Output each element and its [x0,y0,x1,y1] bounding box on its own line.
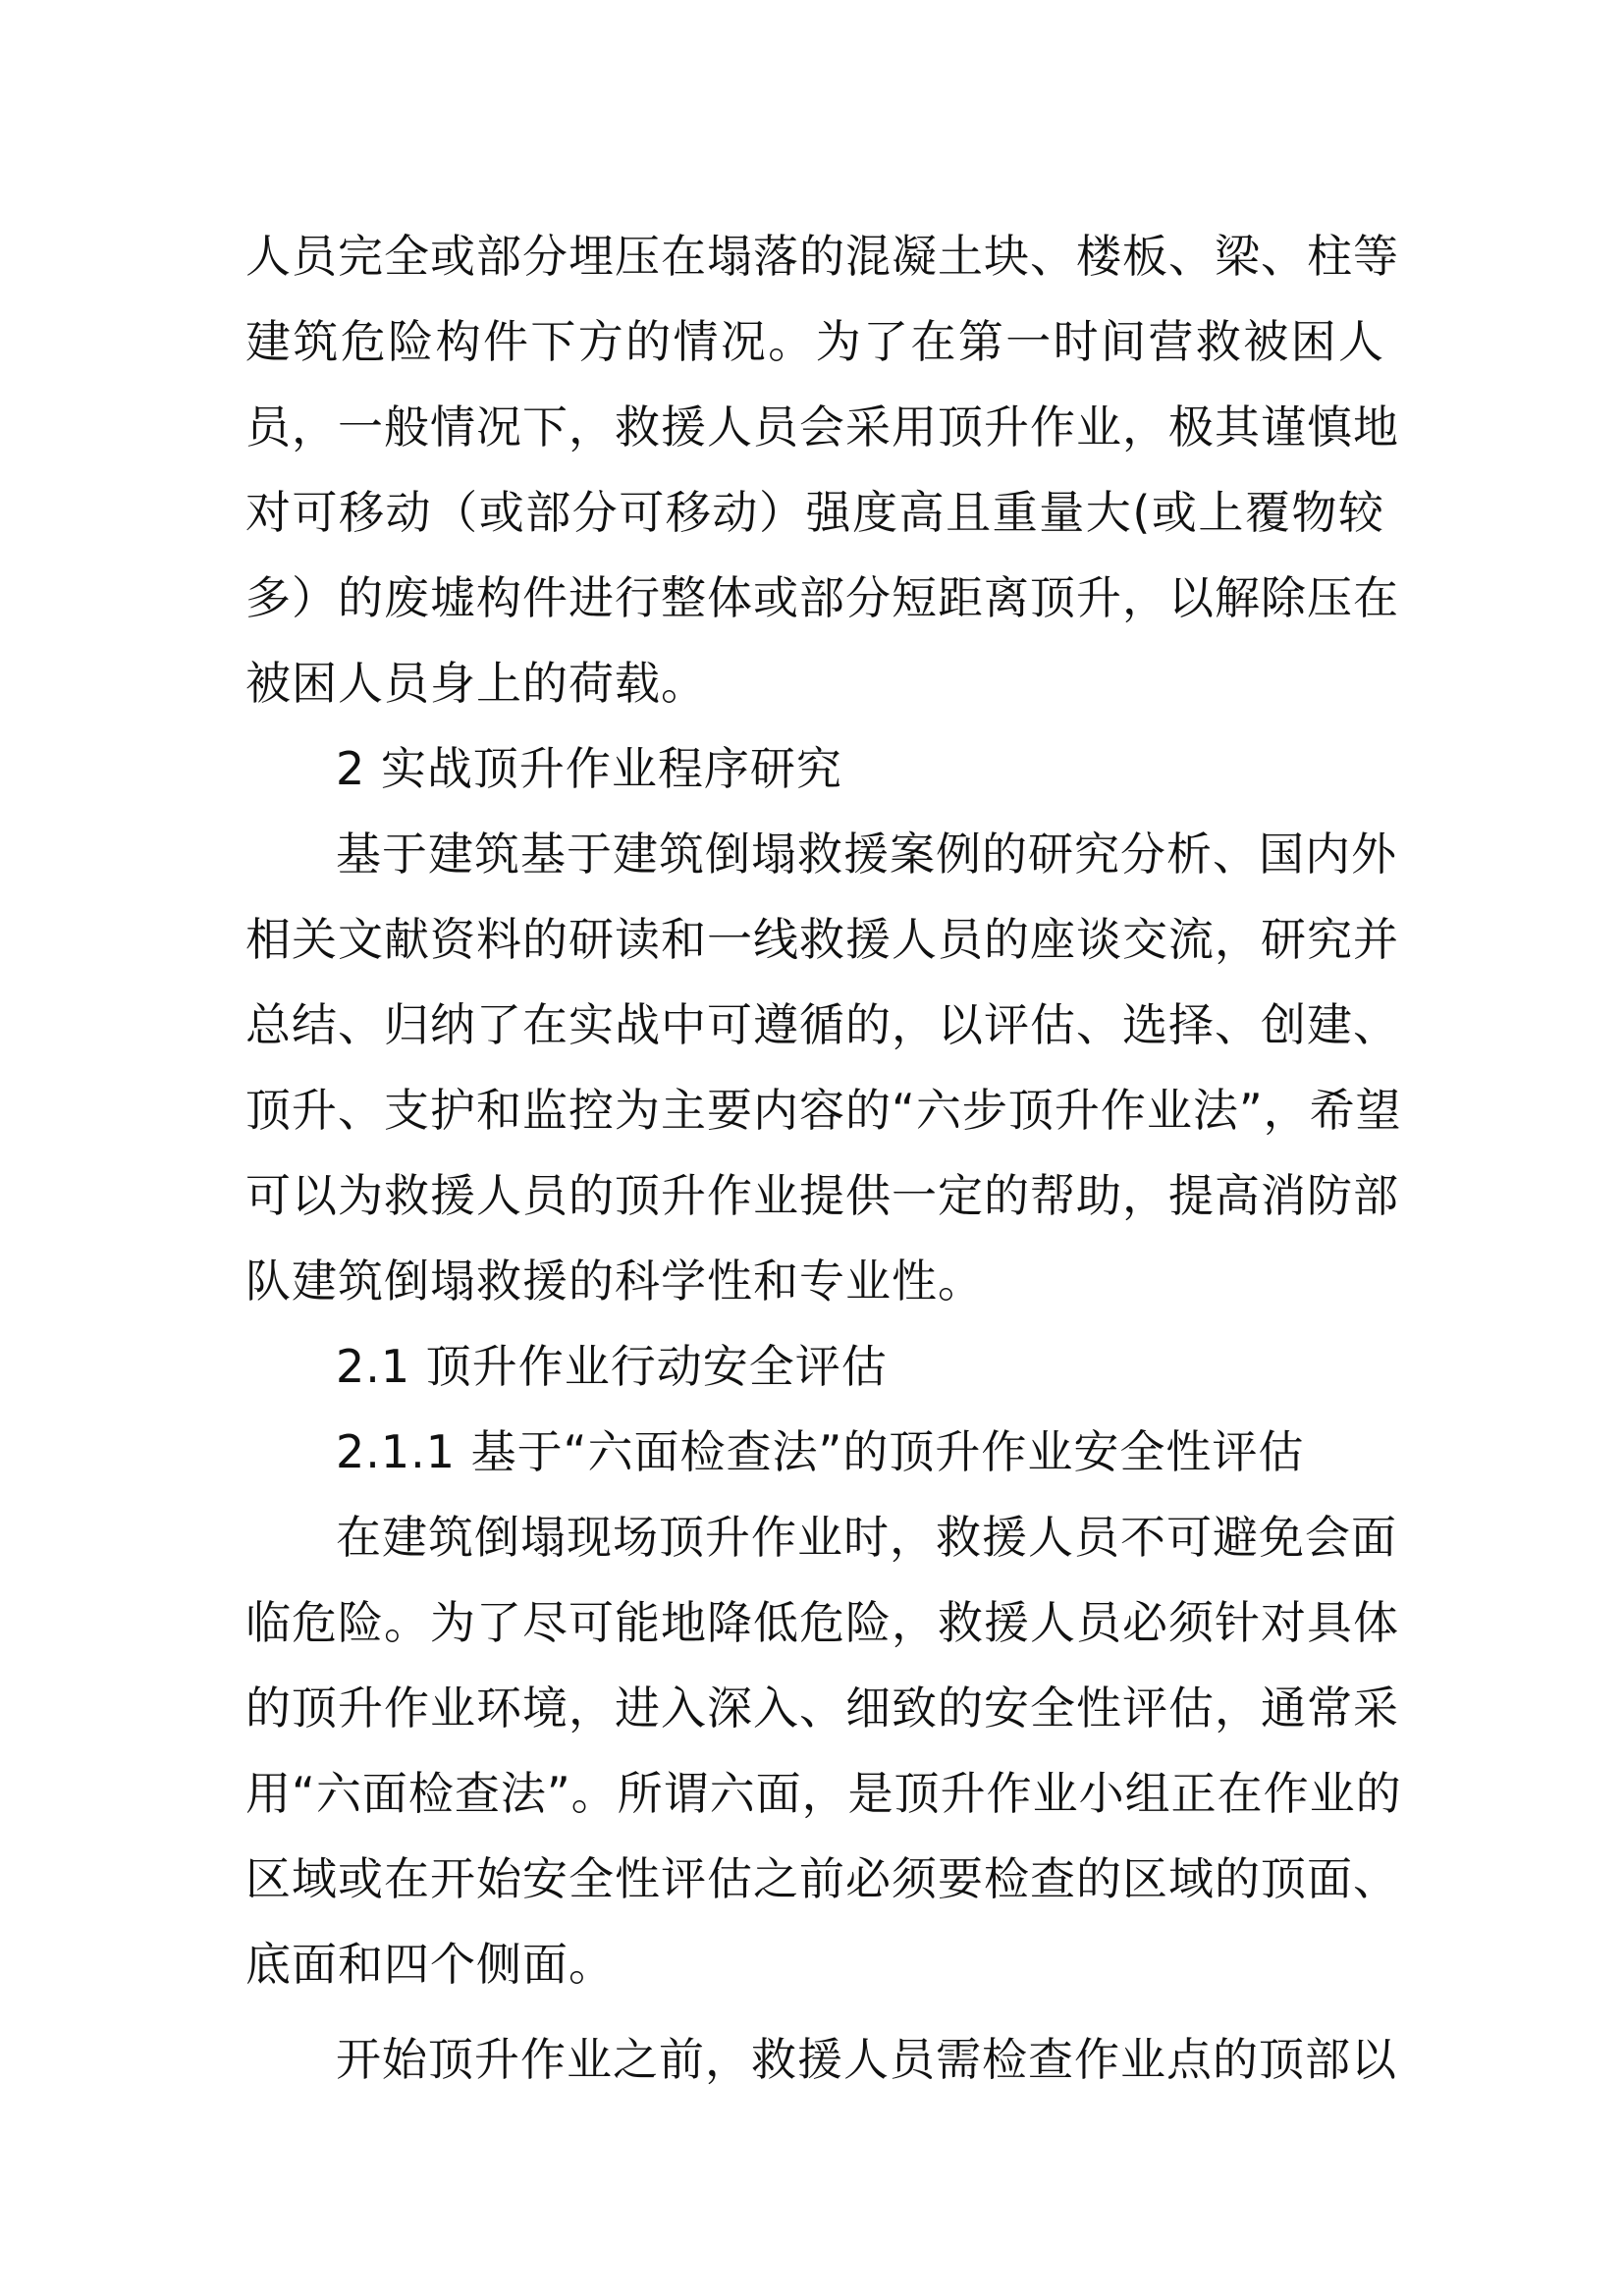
text-line: 建筑危险构件下方的情况。为了在第一时间营救被困人 [245,315,1384,368]
text-line: 区域或在开始安全性评估之前必须要检查的区域的顶面、 [245,1852,1399,1905]
document-page [245,214,1402,2103]
text-line: 人员完全或部分埋压在塌落的混凝土块、楼板、梁、柱等 [245,230,1399,283]
text-line: 多）的废墟构件进行整体或部分短距离顶升，以解除压在 [245,571,1399,624]
paragraph-study [245,812,1402,1324]
text-line: 被困人员身上的荷载。 [245,657,707,710]
text-line: 对可移动（或部分可移动）强度高且重量大(或上覆物较 [245,486,1384,539]
text-line: 底面和四个侧面。 [245,1938,615,1991]
section-heading-2-1-1: 2.1.1 基于“六面检查法”的顶升作业安全性评估 [336,1425,1305,1478]
section-heading-2: 2 实战顶升作业程序研究 [336,742,842,795]
text-line: 的顶升作业环境，进入深入、细致的安全性评估，通常采 [245,1682,1399,1735]
text-line: 顶升、支护和监控为主要内容的“六步顶升作业法”，希望 [245,1084,1402,1137]
text-line: 总结、归纳了在实战中可遵循的，以评估、选择、创建、 [245,998,1399,1051]
text-line: 队建筑倒塌救援的科学性和专业性。 [245,1255,984,1308]
text-line: 在建筑倒塌现场顶升作业时，救援人员不可避免会面 [336,1511,1397,1564]
text-line: 员，一般情况下，救援人员会采用顶升作业，极其谨慎地 [245,400,1399,454]
section-heading-2-1: 2.1 顶升作业行动安全评估 [336,1340,888,1393]
paragraph-before-lifting [245,2017,1397,2103]
text-line: 相关文献资料的研读和一线救援人员的座谈交流，研究并 [245,913,1399,966]
text-line: 可以为救援人员的顶升作业提供一定的帮助，提高消防部 [245,1169,1399,1222]
paragraph-six-side-check [245,1495,1402,2007]
text-line: 临危险。为了尽可能地降低危险，救援人员必须针对具体 [245,1596,1399,1649]
text-line: 基于建筑基于建筑倒塌救援案例的研究分析、国内外 [336,828,1397,881]
paragraph-intro [245,214,1399,726]
text-line: 用“六面检查法”。所谓六面，是顶升作业小组正在作业的 [245,1767,1402,1820]
text-line: 开始顶升作业之前，救援人员需检查作业点的顶部以 [336,2033,1397,2086]
